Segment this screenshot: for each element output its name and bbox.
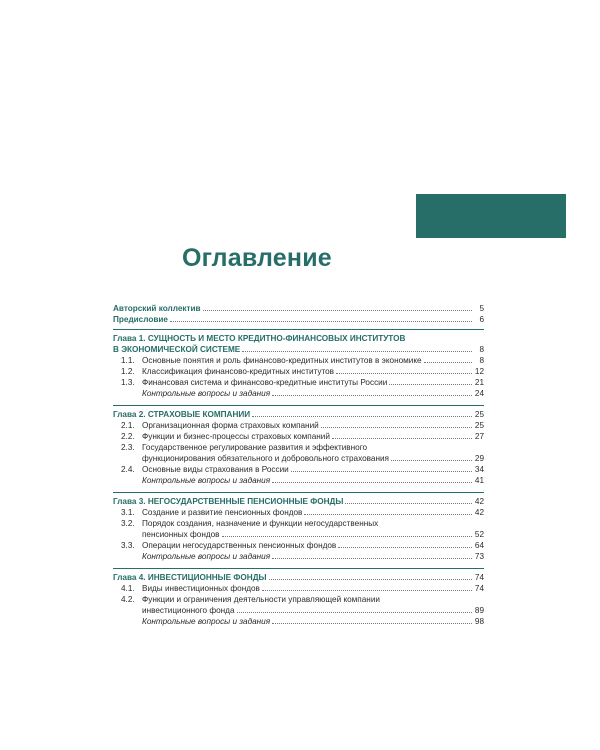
toc-label: Основные виды страхования в России — [142, 465, 289, 474]
toc-label: Глава 2. СТРАХОВЫЕ КОМПАНИИ — [113, 410, 251, 419]
toc-page: 74 — [474, 573, 484, 582]
leader-dots — [252, 416, 472, 417]
leader-dots — [345, 503, 472, 504]
leader-dots — [336, 373, 472, 374]
page-title: Оглавление — [182, 244, 332, 272]
toc-label: Контрольные вопросы и задания — [142, 476, 271, 485]
toc-label: Финансовая система и финансово-кредитные институты России — [142, 378, 388, 387]
section-number: 1.1. — [121, 356, 135, 365]
toc-page: 21 — [474, 378, 484, 387]
leader-dots — [262, 590, 472, 591]
toc-questions[interactable] — [113, 388, 484, 399]
leader-dots — [304, 514, 472, 515]
toc-label: Контрольные вопросы и задания — [142, 389, 271, 398]
section-number: 2.4. — [121, 465, 135, 474]
toc-label: Виды инвестиционных фондов — [142, 584, 260, 593]
toc-page: 24 — [474, 389, 484, 398]
toc-page: 42 — [474, 508, 484, 517]
leader-dots — [237, 612, 472, 613]
section-number: 3.3. — [121, 541, 135, 550]
chapter-title[interactable] — [113, 496, 484, 507]
toc-entry-preface[interactable] — [113, 314, 484, 325]
section-number: 4.1. — [121, 584, 135, 593]
leader-dots — [389, 384, 472, 385]
toc-page: 64 — [474, 541, 484, 550]
section-number: 1.3. — [121, 378, 135, 387]
toc-label: Контрольные вопросы и задания — [142, 552, 271, 561]
section-number: 3.1. — [121, 508, 135, 517]
chapter-title[interactable] — [113, 572, 484, 583]
toc-subsection[interactable] — [113, 377, 484, 388]
toc-subsection[interactable] — [113, 420, 484, 431]
leader-dots — [222, 536, 472, 537]
toc-page: 6 — [479, 315, 484, 324]
toc-label: Авторский коллектив — [113, 304, 201, 313]
toc-label: Функции и бизнес-процессы страховых компаний — [142, 432, 330, 441]
toc-subsection[interactable] — [113, 507, 484, 518]
toc-page: 8 — [479, 356, 484, 365]
toc-subsection[interactable] — [113, 540, 484, 551]
chapter-title-line[interactable]: Глава 1. СУЩНОСТЬ И МЕСТО КРЕДИТНО-ФИНАНСОВЫХ ИНСТИТУТОВ — [113, 334, 406, 343]
toc-label: инвестиционного фонда — [142, 606, 235, 615]
toc-page: 98 — [474, 617, 484, 626]
toc-page: 12 — [474, 367, 484, 376]
leader-dots — [321, 427, 472, 428]
toc-label: Операции негосударственных пенсионных фондов — [142, 541, 337, 550]
section-number: 1.2. — [121, 367, 135, 376]
leader-dots — [272, 558, 472, 559]
toc-label: Предисловие — [113, 315, 168, 324]
toc-subsection[interactable] — [113, 442, 484, 464]
toc-subsection[interactable] — [113, 366, 484, 377]
toc-subsection[interactable] — [113, 464, 484, 475]
leader-dots — [338, 547, 472, 548]
leader-dots — [332, 438, 472, 439]
toc-page: 8 — [479, 345, 484, 354]
toc-label: Глава 4. ИНВЕСТИЦИОННЫЕ ФОНДЫ — [113, 573, 267, 582]
toc-page: 25 — [474, 410, 484, 419]
leader-dots — [272, 623, 472, 624]
section-number: 2.1. — [121, 421, 135, 430]
toc-label: пенсионных фондов — [142, 530, 220, 539]
chapter-1 — [113, 329, 484, 399]
section-number: 2.2. — [121, 432, 135, 441]
toc-subsection[interactable] — [113, 583, 484, 594]
toc-entry-authors[interactable] — [113, 303, 484, 314]
toc-page: 25 — [474, 421, 484, 430]
toc-subsection[interactable] — [113, 594, 484, 616]
toc-questions[interactable] — [113, 475, 484, 486]
toc-page: 42 — [474, 497, 484, 506]
section-number: 3.2. — [121, 519, 135, 528]
leader-dots — [272, 482, 472, 483]
toc-page: 5 — [479, 304, 484, 313]
leader-dots — [242, 351, 472, 352]
leader-dots — [203, 310, 472, 311]
toc-questions[interactable] — [113, 616, 484, 627]
toc-questions[interactable] — [113, 551, 484, 562]
chapter-title[interactable] — [113, 344, 484, 355]
toc-label: Основные понятия и роль финансово-кредитных институтов в экономике — [142, 356, 422, 365]
chapter-title[interactable] — [113, 409, 484, 420]
toc-subsection[interactable] — [113, 518, 484, 540]
toc-label: В ЭКОНОМИЧЕСКОЙ СИСТЕМЕ — [113, 345, 241, 354]
table-of-contents — [113, 303, 484, 627]
toc-subsection[interactable] — [113, 355, 484, 366]
toc-page: 41 — [474, 476, 484, 485]
toc-subsection[interactable] — [113, 431, 484, 442]
toc-page: 73 — [474, 552, 484, 561]
toc-label: Функции и ограничения деятельности управляющей компании — [142, 595, 380, 604]
chapter-3 — [113, 492, 484, 562]
toc-page: 27 — [474, 432, 484, 441]
leader-dots — [269, 579, 472, 580]
toc-label: Государственное регулирование развития и эффективного — [142, 443, 368, 452]
section-number: 2.3. — [121, 443, 135, 452]
toc-page: 74 — [474, 584, 484, 593]
toc-label: Контрольные вопросы и задания — [142, 617, 271, 626]
leader-dots — [170, 321, 472, 322]
leader-dots — [291, 471, 472, 472]
toc-label: Порядок создания, назначение и функции негосударственных — [142, 519, 379, 528]
toc-label: Классификация финансово-кредитных институтов — [142, 367, 335, 376]
chapter-4 — [113, 568, 484, 627]
toc-page: 29 — [474, 454, 484, 463]
toc-label: Создание и развитие пенсионных фондов — [142, 508, 303, 517]
toc-label: Организационная форма страховых компаний — [142, 421, 319, 430]
toc-page: 34 — [474, 465, 484, 474]
leader-dots — [424, 362, 472, 363]
toc-label: функционирования обязательного и добровольного страхования — [142, 454, 389, 463]
toc-label: Глава 3. НЕГОСУДАРСТВЕННЫЕ ПЕНСИОННЫЕ ФОНДЫ — [113, 497, 344, 506]
leader-dots — [272, 395, 472, 396]
chapter-2 — [113, 405, 484, 486]
leader-dots — [391, 460, 472, 461]
accent-block — [416, 194, 566, 238]
toc-page: 89 — [474, 606, 484, 615]
section-number: 4.2. — [121, 595, 135, 604]
toc-page: 52 — [474, 530, 484, 539]
